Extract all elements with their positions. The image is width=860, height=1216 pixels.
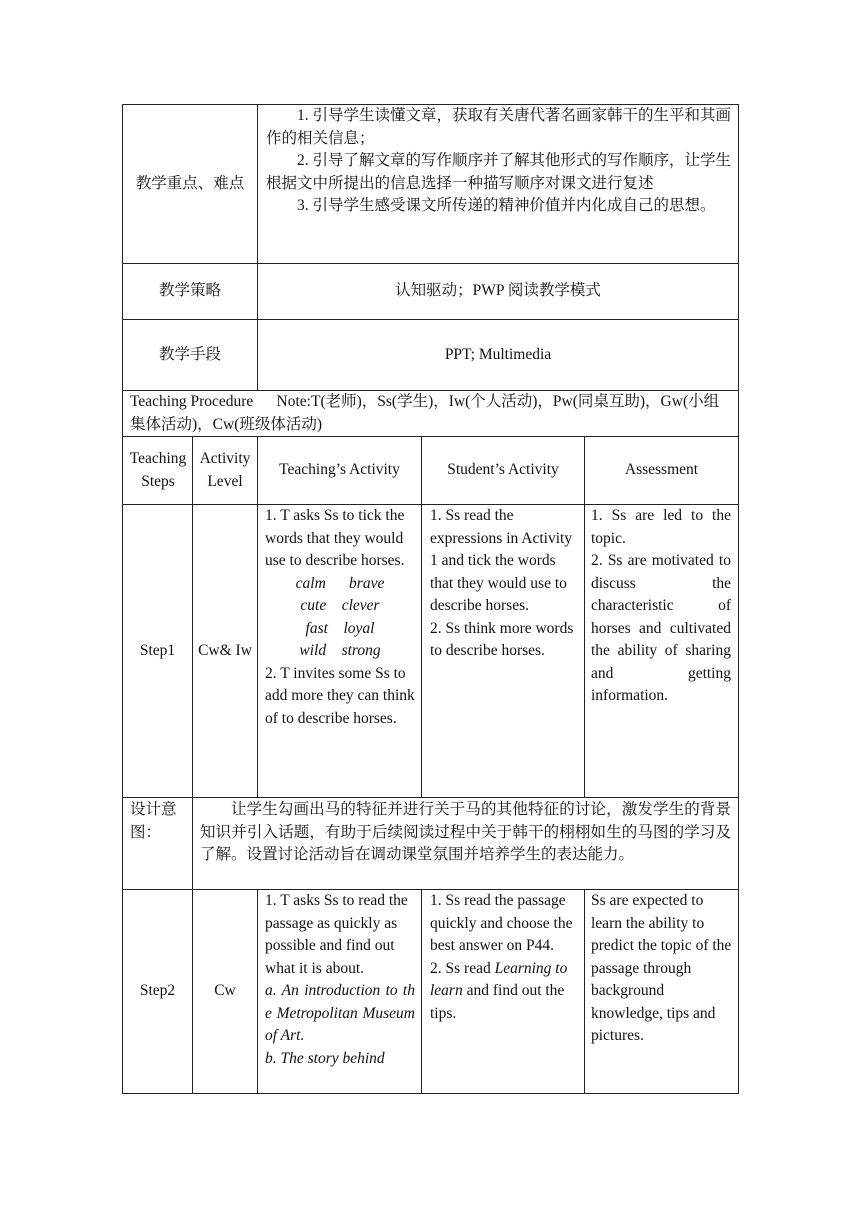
step2-option-b: b. The story behind	[265, 1049, 385, 1067]
focus-label: 教学重点、难点	[135, 174, 245, 192]
header-assessment: Assessment	[624, 461, 699, 479]
col-rule	[584, 889, 585, 1094]
col-rule	[192, 797, 193, 890]
strategy-label: 教学策略	[158, 282, 221, 300]
row-rule	[122, 797, 739, 798]
step1-teacher	[265, 505, 415, 797]
step1-level: Cw& Iw	[198, 641, 252, 659]
step1-student-2: 2. Ss think more words to describe horses.	[430, 619, 574, 659]
focus-item: 2. 引导了解文章的写作顺序并了解其他形式的写作顺序，让学生根据文中所提出的信息选择一种描写顺序对课文进行复述	[266, 152, 732, 192]
focus-item: 1. 引导学生读懂文章，获取有关唐代著名画家韩干的生平和其画作的相关信息；	[266, 107, 732, 147]
step1-assess-2: 2. Ss are motivated to discuss the characteristic of horses and cultivated the ability of sharing and getting information.	[591, 552, 731, 704]
means-label: 教学手段	[158, 345, 221, 363]
col-rule	[738, 104, 739, 1094]
focus-content	[266, 105, 731, 263]
col-rule	[257, 889, 258, 1094]
step2-teacher-1: 1. T asks Ss to read the passage as quickly as possible and find out what it is about.	[265, 892, 408, 977]
step2-student	[430, 890, 578, 1093]
header-student: Student’s Activity	[447, 461, 559, 479]
header-level: Activity Level	[199, 450, 251, 490]
header-teacher: Teaching’s Activity	[279, 461, 400, 479]
procedure-note: Teaching Procedure Note:T(老师)，Ss(学生)，Iw(个人活动)，Pw(同桌互助)，Gw(小组集体活动)，Cw(班级体活动)	[130, 393, 720, 433]
step1-word-row: fast loyal	[305, 619, 375, 637]
step1-student	[430, 505, 578, 797]
step1-word-row: calm brave	[295, 574, 385, 592]
step2-student-1: 1. Ss read the passage quickly and choose the best answer on P44.	[430, 892, 573, 954]
design1-label: 设计意图：	[130, 801, 177, 841]
step2-student-2-post: and find out the tips.	[430, 982, 565, 1022]
step2-level: Cw	[214, 982, 236, 1000]
step1-word-row: wild strong	[299, 642, 381, 659]
step1-name: Step1	[139, 641, 176, 659]
step2-option-a: a. An introduction to the Metropolitan Museum of Art.	[265, 982, 415, 1044]
step1-teacher-2: 2. T invites some Ss to add more they can think of to describe horses.	[265, 664, 415, 727]
col-rule	[192, 436, 193, 798]
focus-item: 3. 引导学生感受课文所传递的精神价值并内化成自己的思想。	[297, 197, 716, 214]
step2-teacher	[265, 890, 415, 1093]
design1-text: 让学生勾画出马的特征并进行关于马的其他特征的讨论，激发学生的背景知识并引入话题，有助于后续阅读过程中关于韩干的栩栩如生的马图的学习及了解。设置讨论活动旨在调动课堂氛围并培养学生的表达能力。	[200, 801, 731, 863]
step1-teacher-1: 1. T asks Ss to tick the words that they would use to describe horses.	[265, 507, 405, 569]
header-steps: Teaching Steps	[129, 450, 187, 490]
step1-student-1: 1. Ss read the expressions in Activity 1 and tick the words that they would use to describe horses.	[430, 507, 573, 614]
strategy-value: 认知驱动；PWP 阅读教学模式	[395, 282, 601, 300]
col-rule	[421, 889, 422, 1094]
step1-word-row: cute clever	[300, 597, 380, 614]
step1-assess-1: 1. Ss are led to the topic.	[591, 507, 731, 547]
means-value: PPT; Multimedia	[444, 345, 552, 363]
step2-student-2-em: Learning to learn	[430, 959, 568, 999]
step2-student-2-pre: 2. Ss read	[430, 959, 495, 977]
row-rule	[122, 1093, 739, 1094]
step2-assessment: Ss are expected to learn the ability to predict the topic of the passage through background knowledge, tips and pictures.	[591, 892, 732, 1044]
step2-name: Step2	[139, 982, 176, 1000]
step1-assessment	[591, 505, 731, 797]
step2-student-2	[430, 958, 578, 1026]
